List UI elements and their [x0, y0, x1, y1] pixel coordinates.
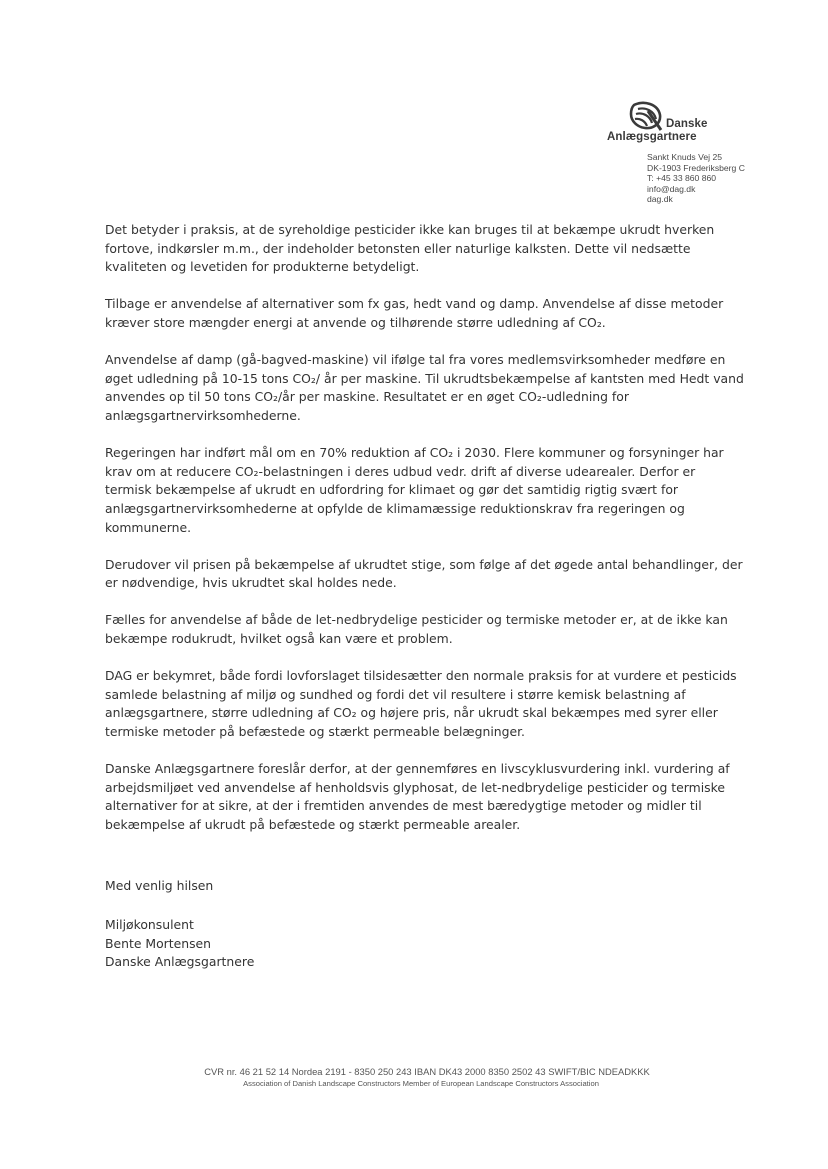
paragraph: Regeringen har indført mål om en 70% reduktion af CO₂ i 2030. Flere kommuner og forsyninger har krav om at reducere CO₂-belastningen i deres udbud vedr. drift af diverse udearealer. Derfor er termisk bekæmpelse af ukrudt en udfordring for klimaet og gør det samtidig rigtig svært for anlægsgartnervirksomhederne at opfylde de klimamæssige reduktionskrav fra regeringen og kommunerne.: [105, 445, 724, 535]
closing-line: Med venlig hilsen: [105, 878, 214, 893]
address-city: DK-1903 Frederiksberg C: [647, 162, 745, 173]
address-phone: T: +45 33 860 860: [647, 173, 717, 184]
signature-name: Bente Mortensen: [105, 935, 212, 951]
paragraph: Derudover vil prisen på bekæmpelse af ukrudtet stige, som følge af det øgede antal behandlinger, der er nødvendige, hvis ukrudtet skal holdes nede.: [105, 556, 743, 591]
paragraph: Anvendelse af damp (gå-bagved-maskine) vil ifølge tal fra vores medlemsvirksomheder medføre en øget udledning på 10-15 tons CO₂/ år per maskine. Til ukrudtsbekæmpelse af kantsten med Hedt vand anvendes op til 50 tons CO₂/år per maskine. Resultatet er en øget CO₂-udledning for anlægsgartnervirksomhederne.: [105, 352, 744, 423]
paragraph: Danske Anlægsgartnere foreslår derfor, at der gennemføres en livscyklusvurdering inkl. vurdering af arbejdsmiljøet ved anvendelse af henholdsvis glyphosat, de let-nedbrydelige pesticider og termiske alternativer for at sikre, at der i fremtiden anvendes de mest bæredygtige metoder og midler til bekæmpelse af ukrudt på befæstede og stærkt permeable arealer.: [105, 761, 730, 832]
signature-block: [105, 916, 254, 972]
signature-title: Miljøkonsulent: [105, 917, 194, 932]
logo-name-line-1: Danske: [666, 118, 708, 130]
signature-organization: Danske Anlægsgartnere: [105, 954, 255, 970]
leaf-logo-icon: [628, 101, 664, 131]
footer-bank-details: CVR nr. 46 21 52 14 Nordea 2191 - 8350 250 243 IBAN DK43 2000 8350 2502 43 SWIFT/BIC NDEADKKK: [204, 1066, 650, 1077]
address-website: dag.dk: [647, 194, 673, 205]
address-street: Sankt Knuds Vej 25: [647, 152, 723, 162]
logo-name-line-2: Anlægsgartnere: [607, 131, 697, 143]
address-block: [647, 152, 745, 205]
paragraph: Tilbage er anvendelse af alternativer som fx gas, hedt vand og damp. Anvendelse af disse metoder kræver store mængder energi at anvende og tilhørende større udledning af CO₂.: [105, 296, 724, 330]
organization-logo: [604, 101, 724, 147]
letter-body: [105, 221, 745, 853]
address-email: info@dag.dk: [647, 183, 696, 194]
paragraph: Det betyder i praksis, at de syreholdige pesticider ikke kan bruges til at bekæmpe ukrudt hverken fortove, indkørsler m.m., der indeholder betonsten eller naturlige kalksten. Dette vil nedsætte kvaliteten og levetiden for produkterne betydeligt.: [105, 222, 715, 275]
paragraph: DAG er bekymret, både fordi lovforslaget tilsidesætter den normale praksis for at vurdere et pesticids samlede belastning af miljø og sundhed og fordi det vil resultere i større kemisk belastning af anlægsgartnere, større udledning af CO₂ og højere pris, når ukrudt skal bekæmpes med syrer eller termiske metoder på befæstede og stærkt permeable belægninger.: [105, 668, 737, 740]
footer-association: Association of Danish Landscape Constructors Member of European Landscape Constructors Association: [243, 1079, 599, 1088]
paragraph: Fælles for anvendelse af både de let-nedbrydelige pesticider og termiske metoder er, at de ikke kan bekæmpe rodukrudt, hvilket også kan være et problem.: [105, 612, 728, 647]
